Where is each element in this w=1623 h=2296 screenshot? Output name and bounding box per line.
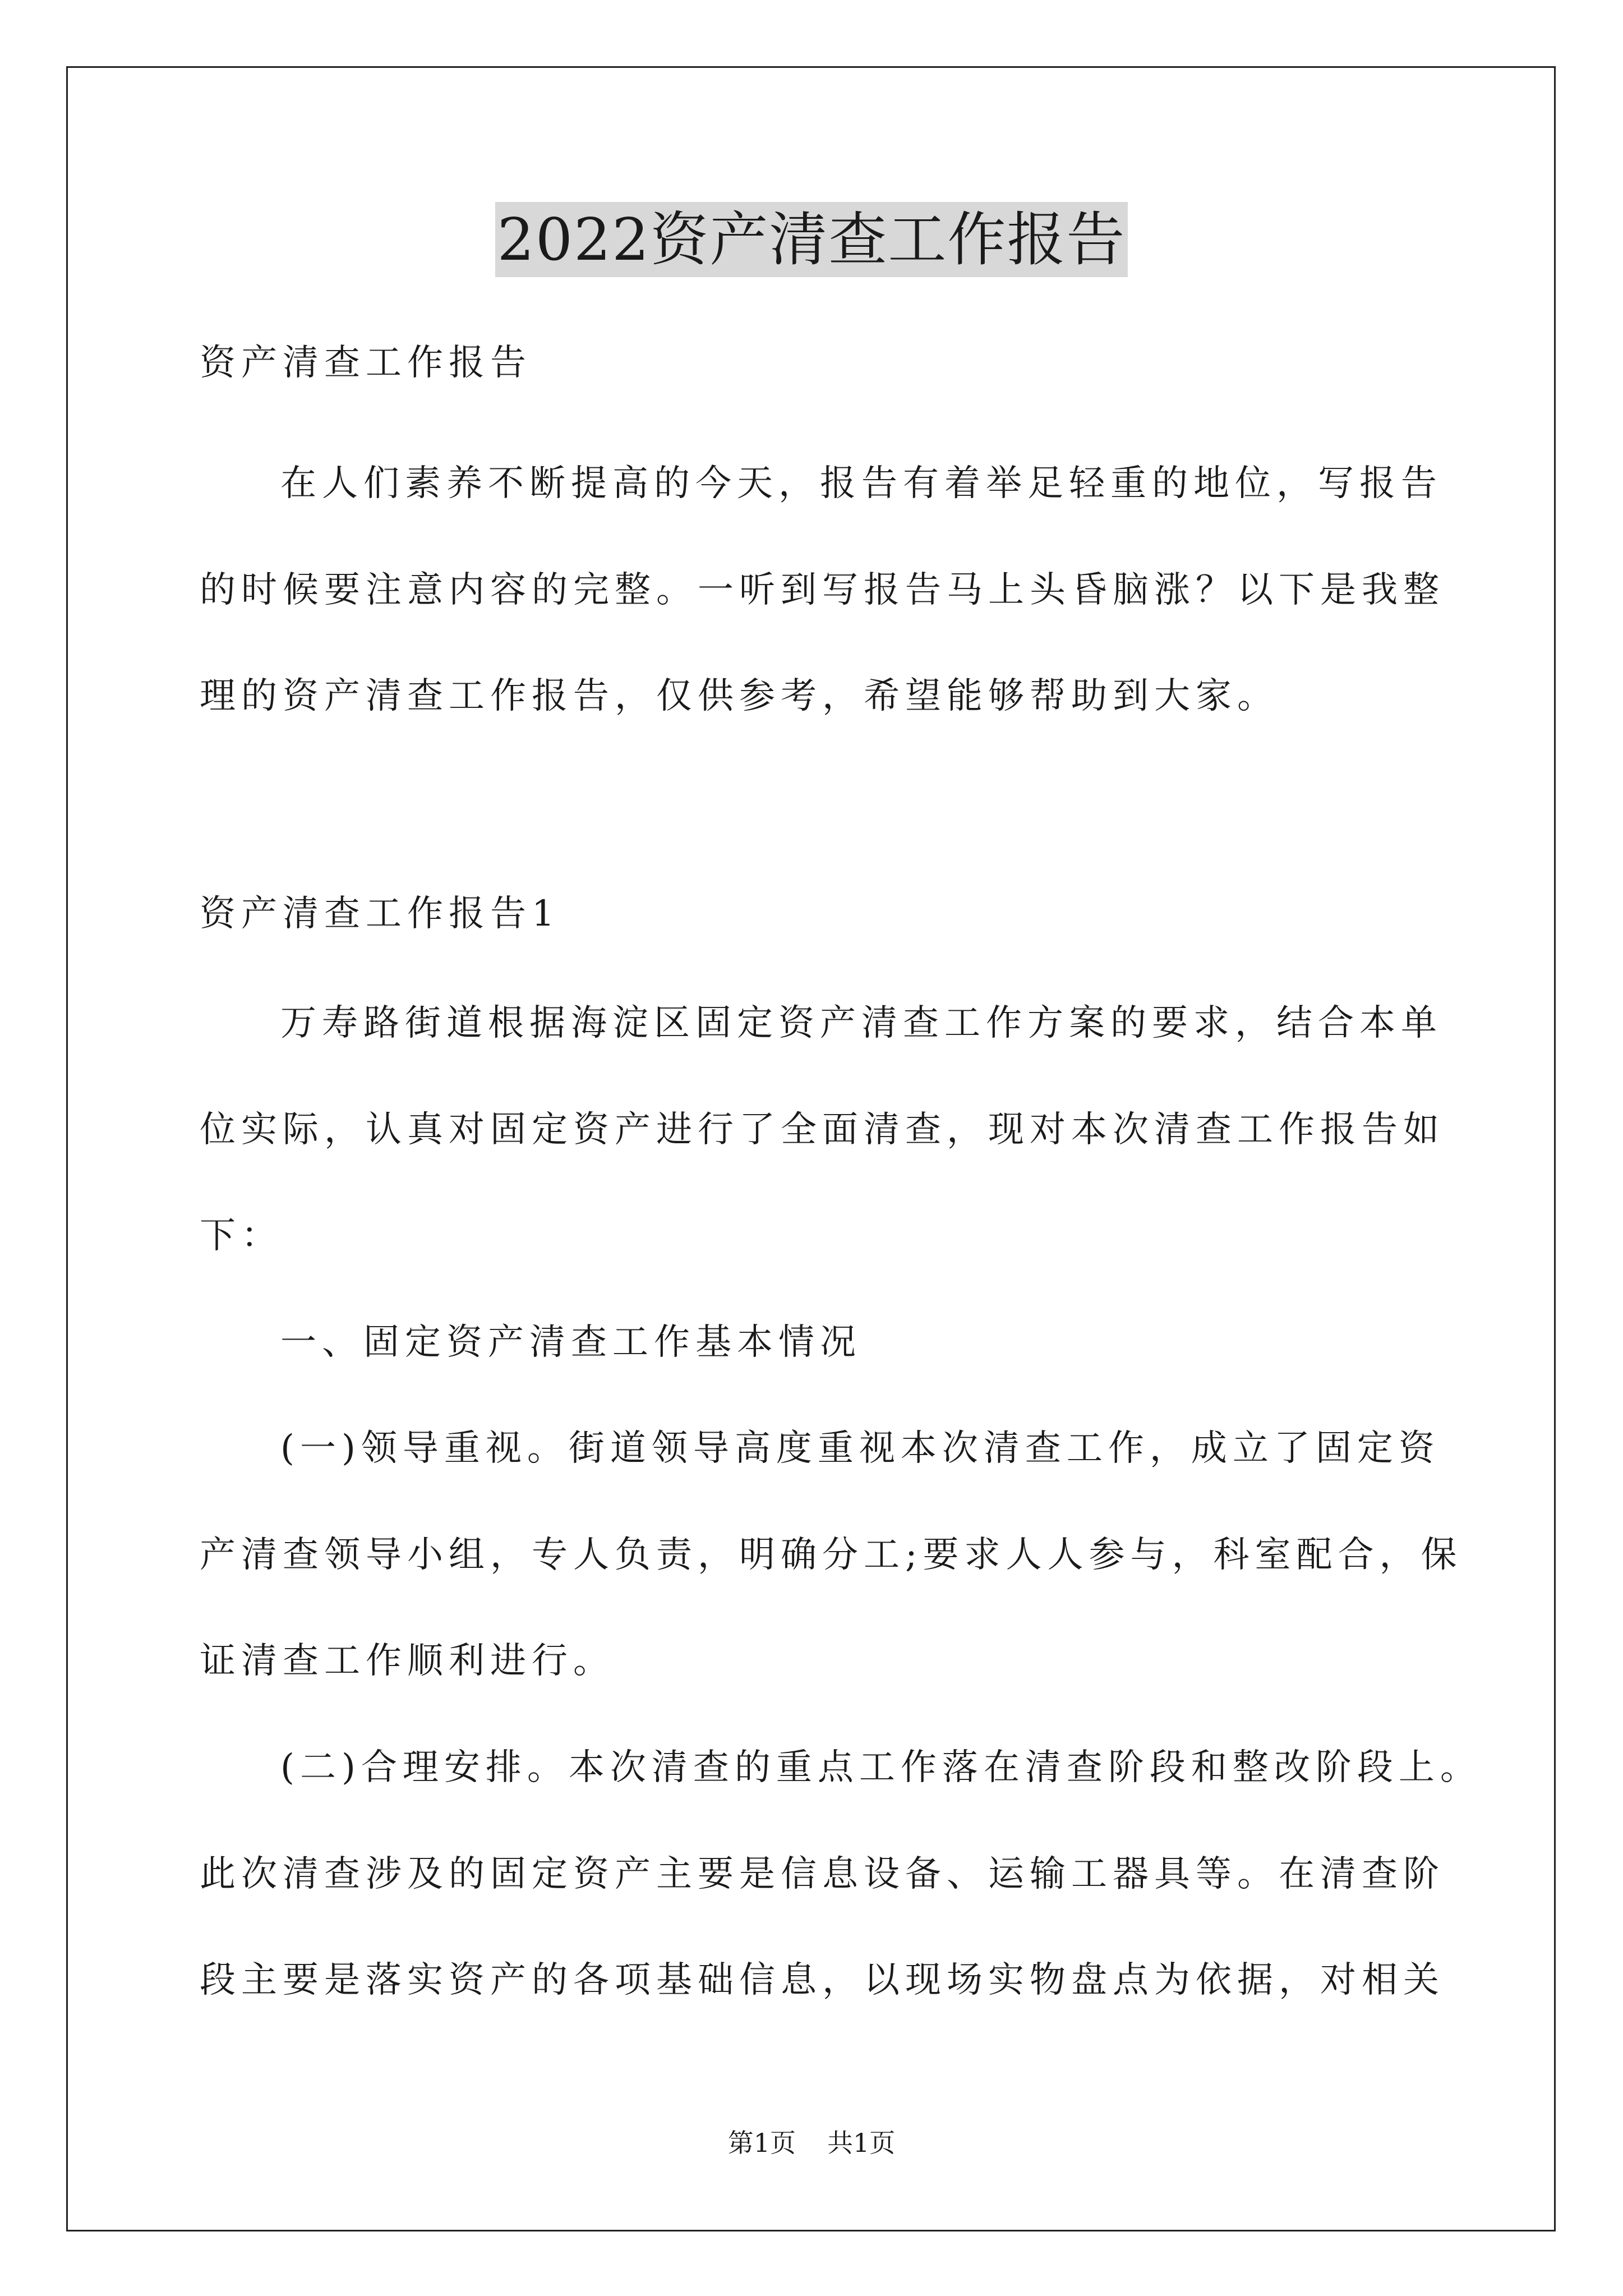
paragraph-line: 的时候要注意内容的完整。一听到写报告马上头昏脑涨？以下是我整: [200, 569, 1445, 611]
paragraph-line: 段主要是落实资产的各项基础信息，以现场实物盘点为依据，对相关: [200, 1959, 1445, 2001]
paragraph-line: (二)合理安排。本次清查的重点工作落在清查阶段和整改阶段上。: [280, 1747, 1482, 1788]
paragraph-line: 产清查领导小组，专人负责，明确分工;要求人人参与，科室配合，保: [200, 1534, 1463, 1576]
current-page-label: 第1页: [727, 2128, 796, 2158]
paragraph-line: (一)领导重视。街道领导高度重视本次清查工作，成立了固定资: [280, 1428, 1440, 1469]
section-heading: 资产清查工作报告1: [200, 893, 560, 935]
document-title: [0, 197, 1623, 282]
paragraph-line: 理的资产清查工作报告，仅供参考，希望能够帮助到大家。: [200, 675, 1279, 717]
subsection-heading: 一、固定资产清查工作基本情况: [280, 1322, 861, 1363]
paragraph-line: 下：: [200, 1215, 283, 1257]
total-pages-label: 共1页: [827, 2128, 896, 2158]
page-footer: [0, 2126, 1623, 2160]
paragraph-line: 万寿路街道根据海淀区固定资产清查工作方案的要求，结合本单: [280, 1002, 1442, 1044]
paragraph-line: 在人们素养不断提高的今天，报告有着举足轻重的地位，写报告: [280, 463, 1442, 504]
paragraph-line: 证清查工作顺利进行。: [200, 1640, 615, 1682]
document-title-text: 2022资产清查工作报告: [495, 202, 1128, 277]
paragraph-line: 此次清查涉及的固定资产主要是信息设备、运输工器具等。在清查阶: [200, 1853, 1445, 1895]
section-heading: 资产清查工作报告: [200, 342, 532, 384]
paragraph-line: 位实际，认真对固定资产进行了全面清查，现对本次清查工作报告如: [200, 1109, 1445, 1151]
